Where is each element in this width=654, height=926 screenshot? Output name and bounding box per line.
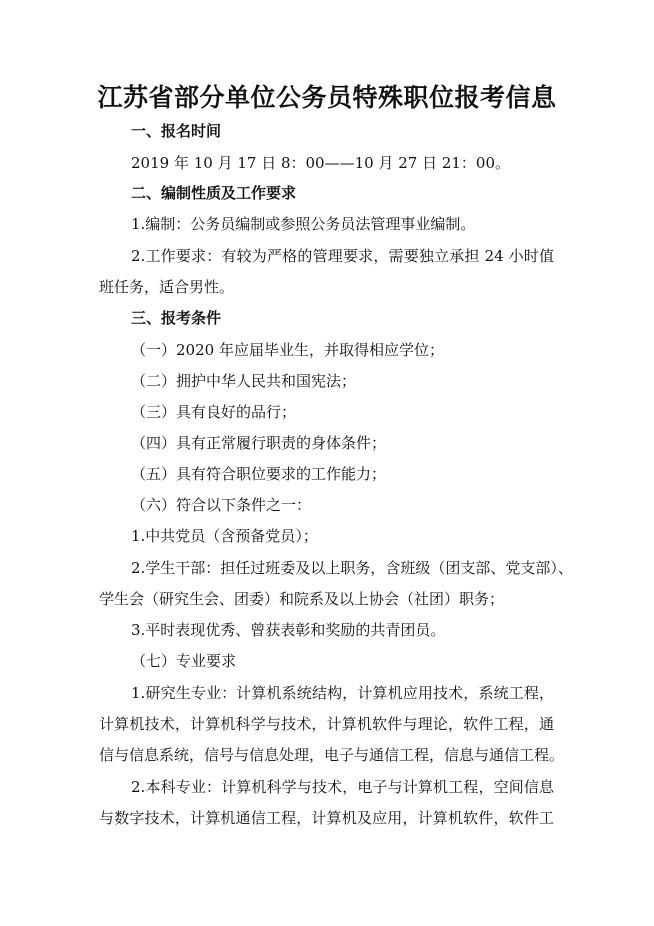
condition-6: （六）符合以下条件之一： [131, 496, 312, 514]
major-graduate: 1.研究生专业：计算机系统结构，计算机应用技术，系统工程， [131, 684, 554, 702]
staffing-item-2: 2.工作要求：有较为严格的管理要求，需要独立承担 24 小时值 [131, 247, 554, 265]
section-heading-registration-time: 一、报名时间 [131, 122, 222, 140]
major-undergraduate: 2.本科专业：计算机科学与技术，电子与计算机工程，空间信息 [131, 778, 554, 796]
condition-2: （二）拥护中华人民共和国宪法； [131, 372, 357, 390]
section-heading-staffing: 二、编制性质及工作要求 [131, 184, 297, 202]
registration-time-text: 2019 年 10 月 17 日 8：00——10 月 27 日 21：00。 [131, 154, 511, 172]
condition-4: （四）具有正常履行职责的身体条件； [131, 434, 387, 452]
condition-5: （五）具有符合职位要求的工作能力； [131, 465, 387, 483]
condition-6-item-2-continued: 学生会（研究生会、团委）和院系及以上协会（社团）职务； [99, 590, 505, 608]
staffing-item-1: 1.编制：公务员编制或参照公务员法管理事业编制。 [131, 215, 476, 233]
staffing-item-2-continued: 班任务，适合男性。 [99, 278, 235, 296]
condition-6-item-3: 3.平时表现优秀、曾获表彰和奖励的共青团员。 [131, 621, 446, 639]
section-heading-conditions: 三、报考条件 [131, 309, 222, 327]
condition-3: （三）具有良好的品行； [131, 403, 297, 421]
condition-7: （七）专业要求 [131, 652, 237, 670]
condition-1: （一）2020 年应届毕业生，并取得相应学位； [131, 341, 444, 359]
condition-6-item-1: 1.中共党员（含预备党员）； [131, 527, 318, 545]
major-graduate-continued-2: 信与信息系统，信号与信息处理，电子与通信工程，信息与通信工程。 [99, 746, 565, 764]
major-undergraduate-continued: 与数字技术，计算机通信工程，计算机及应用，计算机软件，软件工 [99, 809, 554, 827]
document-title: 江苏省部分单位公务员特殊职位报考信息 [97, 83, 557, 112]
condition-6-item-2: 2.学生干部：担任过班委及以上职务，含班级（团支部、党支部）、 [131, 559, 573, 577]
major-graduate-continued-1: 计算机技术，计算机科学与技术，计算机软件与理论，软件工程，通 [99, 715, 554, 733]
